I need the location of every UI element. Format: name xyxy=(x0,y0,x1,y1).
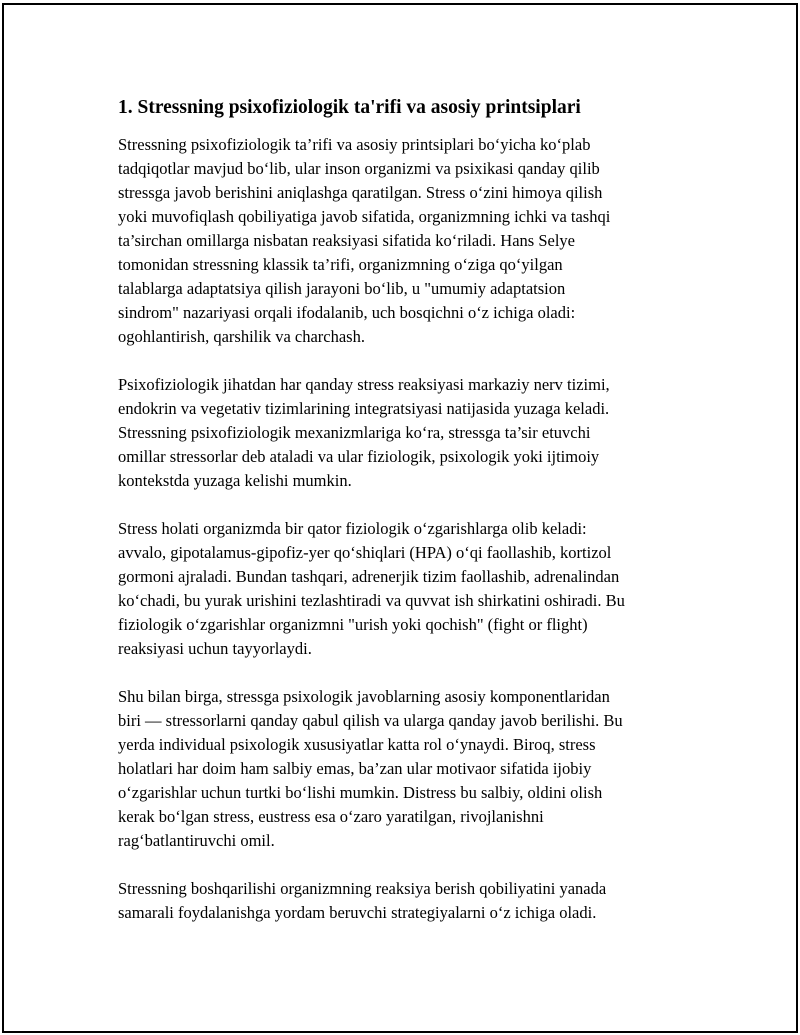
paragraph-mechanisms: Psixofiziologik jihatdan har qanday stress reaksiyasi markaziy nerv tizimi, endokrin va vegetativ tizimlarining integratsiyasi natijasida yuzaga keladi. Stressning psixofiziologik mexanizmlariga ko‘ra, stressga ta’sir etuvchi omillar stressorlar deb ataladi va ular fiziologik, psixologik yoki ijtimoiy kontekstda yuzaga kelishi mumkin. xyxy=(118,375,610,490)
document-body xyxy=(118,95,693,949)
paragraph-physiological-changes: Stress holati organizmda bir qator fiziologik o‘zgarishlarga olib keladi: avvalo, gipotalamus-gipofiz-yer qo‘shiqlari (HPA) o‘qi faollashib, kortizol gormoni ajraladi. Bundan tashqari, adrenerjik tizim faollashib, adrenalindan ko‘chadi, bu yurak urishini tezlashtiradi va quvvat ish shirkatini oshiradi. Bu fiziologik o‘zgarishlar organizmni "urish yoki qochish" (fight or flight) reaksiyasi uchun tayyorlaydi. xyxy=(118,519,625,658)
paragraph-definition: Stressning psixofiziologik ta’rifi va asosiy printsiplari bo‘yicha ko‘plab tadqiqotlar mavjud bo‘lib, ular inson organizmi va psixikasi qanday qilib stressga javob berishini aniqlashga qaratilgan. Stress o‘zini himoya qilish yoki muvofiqlash qobiliyatiga javob sifatida, organizmning ichki va tashqi ta’sirchan omillarga nisbatan reaksiyasi sifatida ko‘riladi. Hans Selye tomonidan stressning klassik ta’rifi, organizmning o‘ziga qo‘yilgan talablarga adaptatsiya qilish jarayoni bo‘lib, u "umumiy adaptatsion sindrom" nazariyasi orqali ifodalanib, uch bosqichni o‘z ichiga oladi: ogohlantirish, qarshilik va charchash. xyxy=(118,135,611,346)
section-heading: 1. Stressning psixofiziologik ta'rifi va asosiy printsiplari xyxy=(118,97,581,118)
paragraph-stress-management: Stressning boshqarilishi organizmning reaksiya berish qobiliyatini yanada samarali foydalanishga yordam beruvchi strategiyalarni o‘z ichiga oladi. xyxy=(118,879,607,922)
paragraph-psychological-responses: Shu bilan birga, stressga psixologik javoblarning asosiy komponentlaridan biri — stressorlarni qanday qabul qilish va ularga qanday javob berilishi. Bu yerda individual psixologik xususiyatlar katta rol o‘ynaydi. Biroq, stress holatlari har doim ham salbiy emas, ba’zan ular motivaor sifatida ijobiy o‘zgarishlar uchun turtki bo‘lishi mumkin. Distress bu salbiy, oldini olish kerak bo‘lgan stress, eustress esa o‘zaro yaratilgan, rivojlanishni rag‘batlantiruvchi omil. xyxy=(118,687,623,850)
